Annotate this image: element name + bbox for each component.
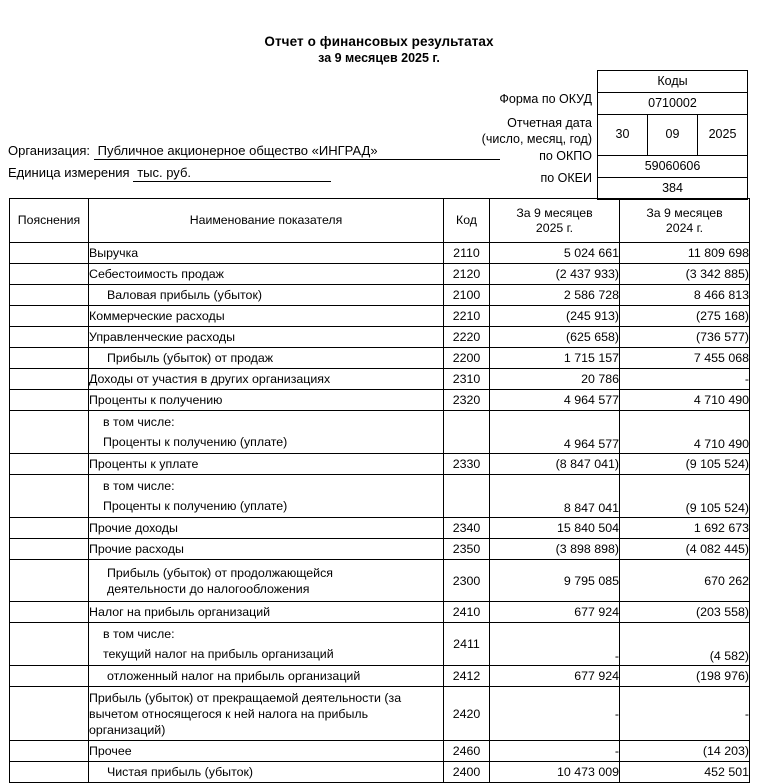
table-row bbox=[10, 285, 750, 306]
row-name-line: вычетом относящегося к ней налога на прибыль bbox=[89, 706, 369, 721]
row-name-cell: Себестоимость продаж bbox=[89, 264, 444, 285]
table-row bbox=[10, 687, 750, 741]
row-previous-value: 1 692 673 bbox=[620, 518, 750, 539]
table-row bbox=[10, 539, 750, 560]
table-row bbox=[10, 623, 750, 666]
table-row bbox=[10, 666, 750, 687]
report-date-day: 30 bbox=[598, 115, 648, 155]
row-previous-value: (3 342 885) bbox=[620, 264, 750, 285]
row-code-cell: 2420 bbox=[444, 687, 490, 741]
row-code-cell: 2100 bbox=[444, 285, 490, 306]
row-name-cell: Управленческие расходы bbox=[89, 327, 444, 348]
row-name-cell bbox=[89, 623, 444, 666]
row-code-cell: 2300 bbox=[444, 560, 490, 602]
row-previous-value: 11 809 698 bbox=[620, 243, 750, 264]
row-current-value: 10 473 009 bbox=[490, 762, 620, 783]
row-previous-value: 7 455 068 bbox=[620, 348, 750, 369]
row-note-cell bbox=[10, 666, 89, 687]
row-included-item: Проценты к получению (уплате) bbox=[103, 499, 288, 513]
row-name-cell: Прочие доходы bbox=[89, 518, 444, 539]
row-name-line: Прибыль (убыток) от прекращаемой деятельности (за bbox=[89, 690, 402, 705]
row-current-value: 4 964 577 bbox=[490, 390, 620, 411]
header-current-period bbox=[490, 199, 620, 243]
row-code-cell: 2320 bbox=[444, 390, 490, 411]
header-current-line2: 2025 г. bbox=[535, 220, 574, 235]
row-previous-value: - bbox=[620, 369, 750, 390]
row-note-cell bbox=[10, 264, 89, 285]
row-note-cell bbox=[10, 560, 89, 602]
table-row bbox=[10, 327, 750, 348]
row-note-cell bbox=[10, 243, 89, 264]
okei-value: 384 bbox=[662, 181, 683, 195]
unit-value: тыс. руб. bbox=[133, 165, 331, 182]
row-name-cell: Прибыль (убыток) от продаж bbox=[89, 348, 444, 369]
row-previous-value: 8 466 813 bbox=[620, 285, 750, 306]
row-name-line: деятельности до налогообложения bbox=[107, 581, 310, 596]
report-date-row bbox=[598, 115, 747, 156]
row-code-cell: 2330 bbox=[444, 454, 490, 475]
table-row bbox=[10, 741, 750, 762]
row-code-cell: 2110 bbox=[444, 243, 490, 264]
table-row bbox=[10, 454, 750, 475]
row-current-value: (245 913) bbox=[490, 306, 620, 327]
page-title bbox=[0, 33, 758, 67]
row-note-cell bbox=[10, 454, 89, 475]
row-name-cell bbox=[89, 560, 444, 602]
row-name-cell bbox=[89, 475, 444, 518]
row-code-cell: 2220 bbox=[444, 327, 490, 348]
row-current-value: 677 924 bbox=[490, 602, 620, 623]
row-name-cell: Проценты к уплате bbox=[89, 454, 444, 475]
row-code-cell: 2460 bbox=[444, 741, 490, 762]
row-current-value: 2 586 728 bbox=[490, 285, 620, 306]
row-included-label: в том числе: bbox=[103, 479, 175, 493]
row-name-line: Прибыль (убыток) от продолжающейся bbox=[107, 565, 334, 580]
row-included-item: Проценты к получению (уплате) bbox=[103, 435, 288, 449]
row-code-cell: 2200 bbox=[444, 348, 490, 369]
header-previous-period bbox=[620, 199, 750, 243]
table-row bbox=[10, 518, 750, 539]
header-note: Пояснения bbox=[10, 199, 89, 243]
row-previous-value: - bbox=[620, 687, 750, 741]
header-previous-line1: За 9 месяцев bbox=[646, 205, 723, 220]
row-current-value: (3 898 898) bbox=[490, 539, 620, 560]
row-code-cell: 2412 bbox=[444, 666, 490, 687]
row-current-value: 20 786 bbox=[490, 369, 620, 390]
table-row bbox=[10, 306, 750, 327]
row-current-value: 677 924 bbox=[490, 666, 620, 687]
organization-row bbox=[8, 143, 500, 160]
table-row bbox=[10, 602, 750, 623]
row-note-cell bbox=[10, 285, 89, 306]
row-name-cell: Налог на прибыль организаций bbox=[89, 602, 444, 623]
report-period: за 9 месяцев 2025 г. bbox=[318, 51, 440, 65]
row-included-item: текущий налог на прибыль организаций bbox=[103, 647, 334, 661]
report-date-month: 09 bbox=[648, 115, 698, 155]
row-current-value: (2 437 933) bbox=[490, 264, 620, 285]
table-row bbox=[10, 411, 750, 454]
row-name-cell: Доходы от участия в других организациях bbox=[89, 369, 444, 390]
row-name-cell: Прочие расходы bbox=[89, 539, 444, 560]
row-note-cell bbox=[10, 369, 89, 390]
row-code-cell bbox=[444, 411, 490, 454]
row-current-value: 9 795 085 bbox=[490, 560, 620, 602]
table-row bbox=[10, 390, 750, 411]
row-current-value: 8 847 041 bbox=[490, 475, 620, 518]
table-header-row bbox=[10, 199, 750, 243]
header-previous-line2: 2024 г. bbox=[665, 220, 704, 235]
report-date-year: 2025 bbox=[708, 127, 737, 141]
row-previous-value: 4 710 490 bbox=[620, 390, 750, 411]
table-row bbox=[10, 264, 750, 285]
row-previous-value: (736 577) bbox=[620, 327, 750, 348]
row-previous-value: 452 501 bbox=[620, 762, 750, 783]
okei-row bbox=[598, 178, 747, 199]
row-included-label: в том числе: bbox=[103, 627, 175, 641]
row-note-cell bbox=[10, 762, 89, 783]
row-name-cell: Валовая прибыль (убыток) bbox=[89, 285, 444, 306]
report-title: Отчет о финансовых результатах bbox=[264, 34, 494, 49]
okpo-value: 59060606 bbox=[644, 159, 701, 173]
organization-value: Публичное акционерное общество «ИНГРАД» bbox=[94, 143, 500, 160]
table-row bbox=[10, 243, 750, 264]
header-current-line1: За 9 месяцев bbox=[516, 205, 593, 220]
row-previous-value: 670 262 bbox=[620, 560, 750, 602]
row-name-cell: Прочее bbox=[89, 741, 444, 762]
row-previous-value: 4 710 490 bbox=[620, 411, 750, 454]
row-current-value: - bbox=[490, 741, 620, 762]
unit-row bbox=[8, 165, 331, 182]
header-name: Наименование показателя bbox=[89, 199, 444, 243]
row-code-cell: 2350 bbox=[444, 539, 490, 560]
row-name-cell bbox=[89, 411, 444, 454]
row-code-cell: 2340 bbox=[444, 518, 490, 539]
row-current-value: 1 715 157 bbox=[490, 348, 620, 369]
row-name-line: организаций) bbox=[89, 722, 166, 737]
row-note-cell bbox=[10, 327, 89, 348]
table-row bbox=[10, 475, 750, 518]
row-current-value: (8 847 041) bbox=[490, 454, 620, 475]
codes-header: Коды bbox=[657, 74, 688, 88]
organization-label: Организация: bbox=[8, 143, 91, 158]
row-note-cell bbox=[10, 741, 89, 762]
row-previous-value: (9 105 524) bbox=[620, 454, 750, 475]
okei-label: по ОКЕИ bbox=[540, 171, 592, 185]
row-name-cell: Чистая прибыль (убыток) bbox=[89, 762, 444, 783]
row-code-cell: 2120 bbox=[444, 264, 490, 285]
row-current-value: - bbox=[490, 623, 620, 666]
row-current-value: 15 840 504 bbox=[490, 518, 620, 539]
table-row bbox=[10, 369, 750, 390]
row-previous-value: (198 976) bbox=[620, 666, 750, 687]
row-note-cell bbox=[10, 390, 89, 411]
row-code-cell: 2210 bbox=[444, 306, 490, 327]
report-date-label-line2: (число, месяц, год) bbox=[481, 132, 592, 146]
row-name-cell: отложенный налог на прибыль организаций bbox=[89, 666, 444, 687]
financial-results-table bbox=[9, 198, 750, 783]
row-previous-value: (4 582) bbox=[620, 623, 750, 666]
row-previous-value: (4 082 445) bbox=[620, 539, 750, 560]
row-previous-value: (275 168) bbox=[620, 306, 750, 327]
table-row bbox=[10, 560, 750, 602]
row-note-cell bbox=[10, 602, 89, 623]
okud-value: 0710002 bbox=[648, 96, 697, 110]
row-current-value: 4 964 577 bbox=[490, 411, 620, 454]
header-code: Код bbox=[444, 199, 490, 243]
unit-label: Единица измерения bbox=[8, 165, 130, 180]
row-current-value: (625 658) bbox=[490, 327, 620, 348]
row-name-cell bbox=[89, 687, 444, 741]
row-note-cell bbox=[10, 518, 89, 539]
codes-header-row bbox=[598, 71, 747, 93]
row-previous-value: (9 105 524) bbox=[620, 475, 750, 518]
row-code-cell: 2310 bbox=[444, 369, 490, 390]
codes-labels bbox=[330, 88, 592, 187]
row-included-label: в том числе: bbox=[103, 415, 175, 429]
table-row bbox=[10, 762, 750, 783]
row-note-cell bbox=[10, 411, 89, 454]
codes-table bbox=[597, 70, 748, 200]
row-code-cell: 2411 bbox=[444, 623, 490, 666]
row-note-cell bbox=[10, 623, 89, 666]
row-code-cell: 2400 bbox=[444, 762, 490, 783]
row-current-value: 5 024 661 bbox=[490, 243, 620, 264]
table-row bbox=[10, 348, 750, 369]
row-note-cell bbox=[10, 475, 89, 518]
row-name-cell: Коммерческие расходы bbox=[89, 306, 444, 327]
row-current-value: - bbox=[490, 687, 620, 741]
okud-label: Форма по ОКУД bbox=[499, 92, 592, 106]
table-body bbox=[10, 243, 750, 783]
row-note-cell bbox=[10, 306, 89, 327]
report-date-label-line1: Отчетная дата bbox=[507, 116, 592, 130]
okpo-row bbox=[598, 156, 747, 178]
row-note-cell bbox=[10, 687, 89, 741]
row-name-cell: Проценты к получению bbox=[89, 390, 444, 411]
row-previous-value: (14 203) bbox=[620, 741, 750, 762]
okpo-label: по ОКПО bbox=[539, 149, 592, 163]
report-date-label bbox=[330, 109, 592, 145]
row-note-cell bbox=[10, 348, 89, 369]
okud-row bbox=[598, 93, 747, 115]
row-note-cell bbox=[10, 539, 89, 560]
row-name-cell: Выручка bbox=[89, 243, 444, 264]
row-previous-value: (203 558) bbox=[620, 602, 750, 623]
row-code-cell bbox=[444, 475, 490, 518]
row-code-cell: 2410 bbox=[444, 602, 490, 623]
